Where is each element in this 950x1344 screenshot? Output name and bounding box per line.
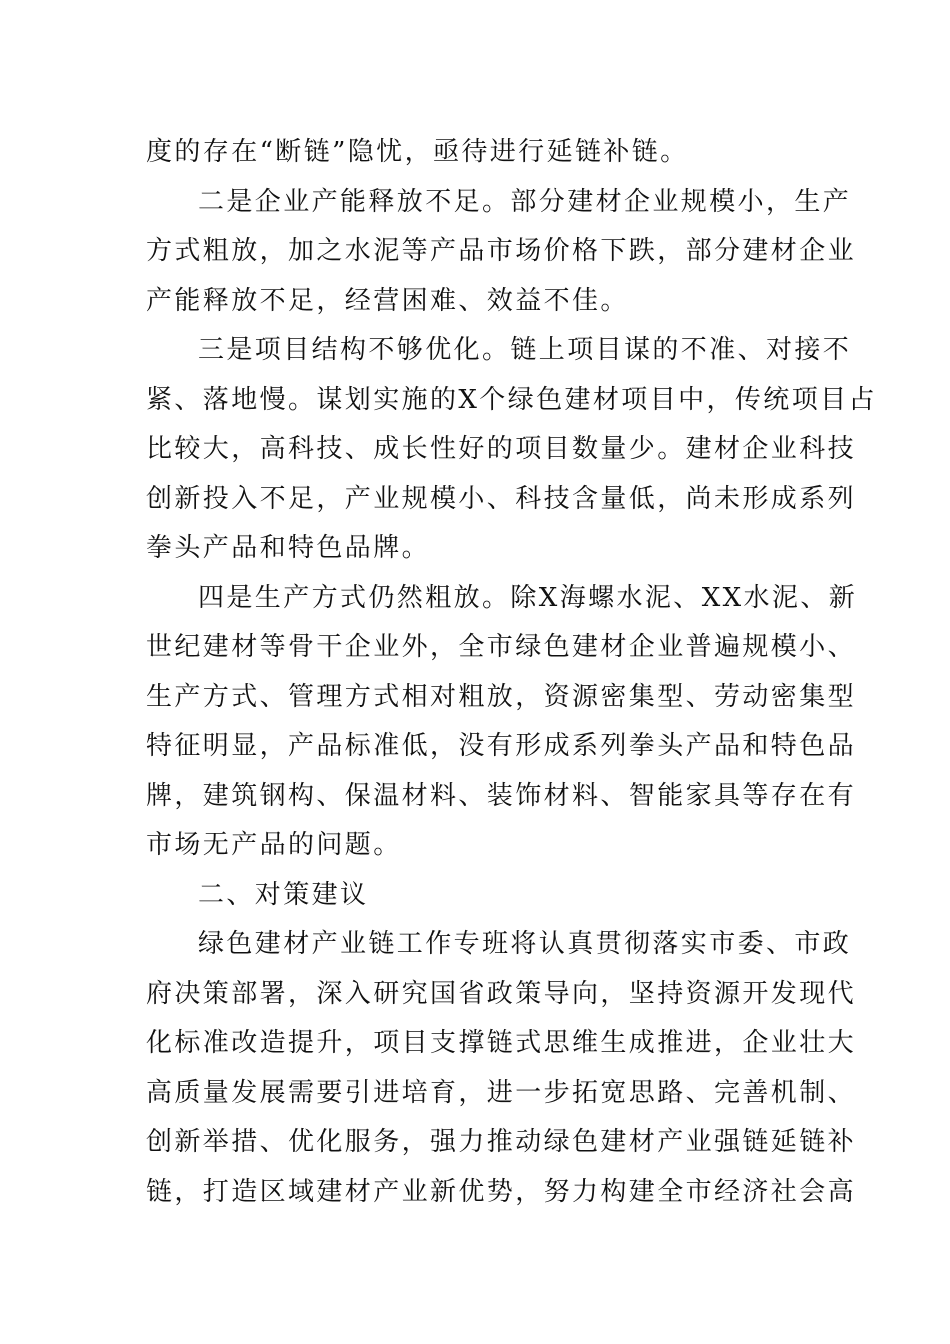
paragraph [146,128,806,178]
text-line: 创新投入不足，产业规模小、科技含量低，尚未形成系列 [146,483,857,514]
paragraph [146,920,857,1217]
section-heading [146,871,806,921]
text-line: 高质量发展需要引进培育，进一步拓宽思路、完善机制、 [146,1077,857,1108]
text-line: 二、对策建议 [198,879,369,910]
text-line: 创新举措、优化服务，强力推动绿色建材产业强链延链补 [146,1127,857,1157]
text-line: 紧、落地慢。谋划实施的X个绿色建材项目中，传统项目占 [146,384,877,415]
document-body [146,128,877,1217]
text-line: 府决策部署，深入研究国省政策导向，坚持资源开发现代 [146,978,857,1009]
text-line: 比较大，高科技、成长性好的项目数量少。建材企业科技 [146,434,857,464]
text-line: 世纪建材等骨干企业外，全市绿色建材企业普遍规模小、 [146,632,857,662]
text-line: 生产方式、管理方式相对粗放，资源密集型、劳动密集型 [146,681,857,712]
text-line: 绿色建材产业链工作专班将认真贯彻落实市委、市政 [198,929,852,959]
text-line: 链，打造区域建材产业新优势，努力构建全市经济社会高 [146,1176,857,1207]
text-line: 方式粗放，加之水泥等产品市场价格下跌，部分建材企业 [146,236,857,266]
text-line: 二是企业产能释放不足。部分建材企业规模小，生产 [198,186,852,217]
paragraph [146,574,858,871]
text-line: 四是生产方式仍然粗放。除X海螺水泥、XX水泥、新 [198,582,858,613]
text-line: 牌，建筑钢构、保温材料、装饰材料、智能家具等存在有 [146,780,857,811]
text-line: 特征明显，产品标准低，没有形成系列拳头产品和特色品 [146,731,857,761]
text-line: 市场无产品的问题。 [146,830,402,860]
paragraph [146,326,877,574]
text-line: 化标准改造提升，项目支撑链式思维生成推进，企业壮大 [146,1028,857,1058]
text-line: 产能释放不足，经营困难、效益不佳。 [146,285,629,316]
text-line: 拳头产品和特色品牌。 [146,533,431,563]
paragraph [146,178,857,327]
text-line: 三是项目结构不够优化。链上项目谋的不准、对接不 [198,335,852,365]
text-line: 度的存在“断链”隐忧，亟待进行延链补链。 [146,137,689,167]
